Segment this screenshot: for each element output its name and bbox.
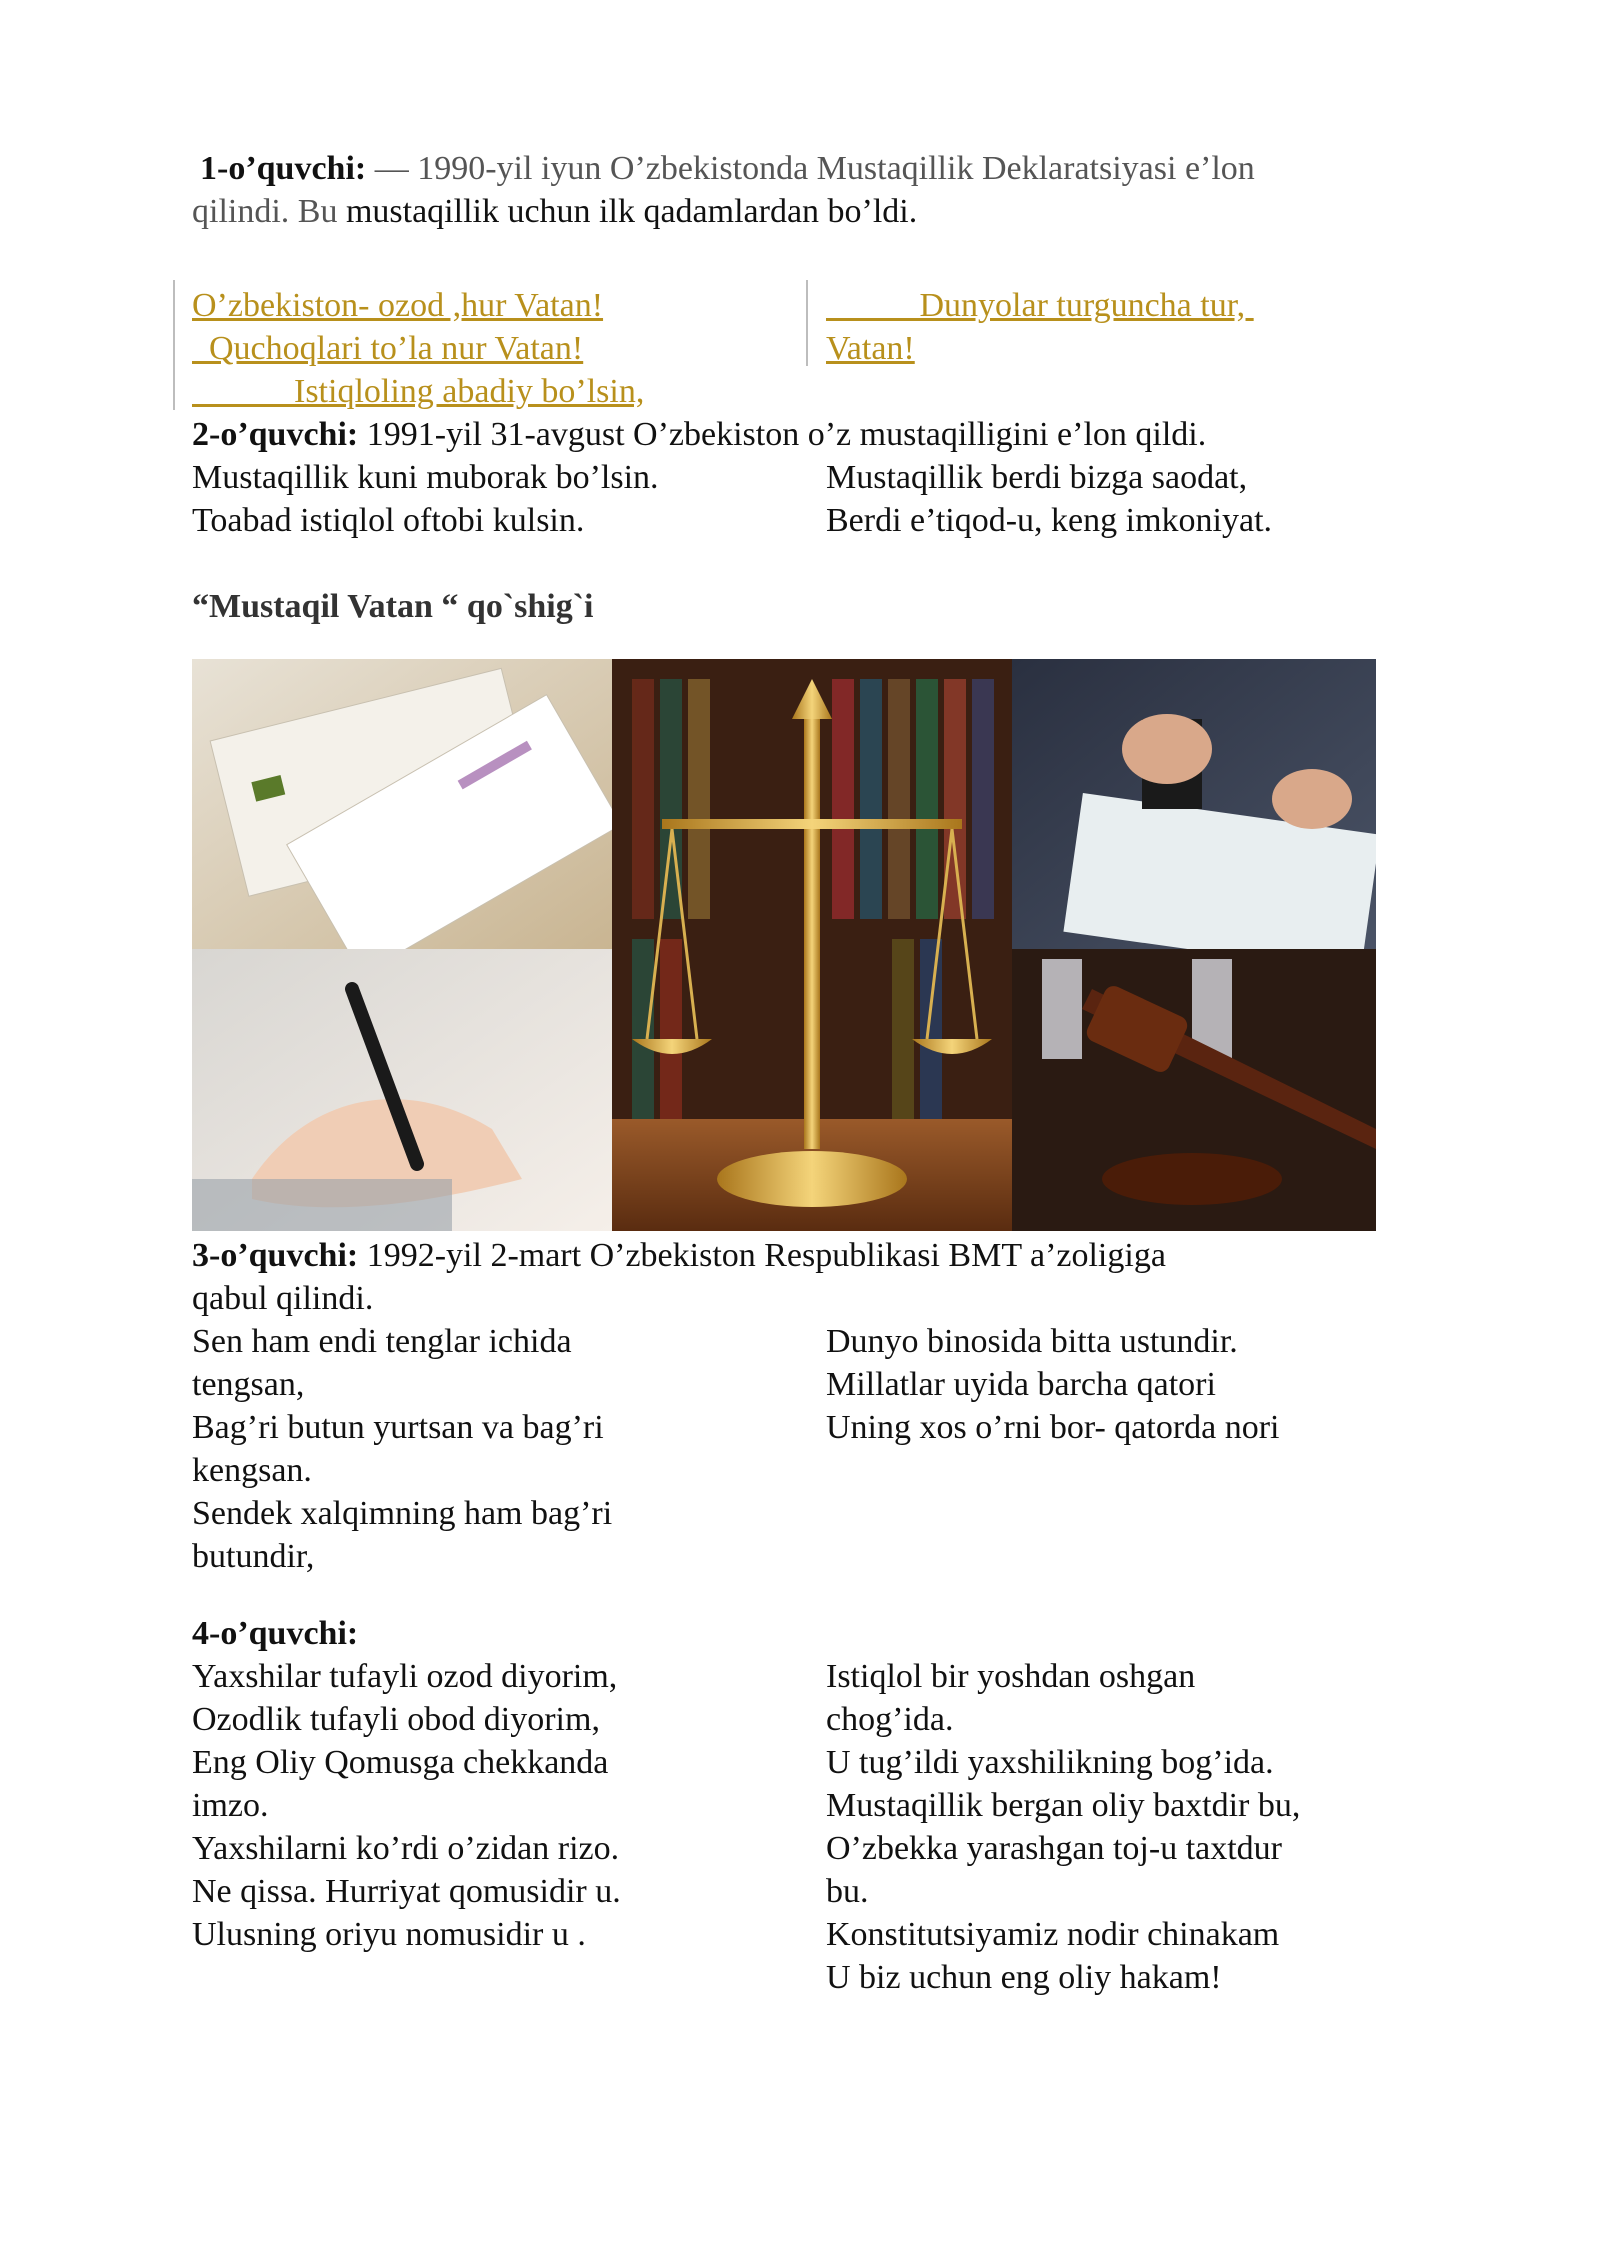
paragraph-1-text-2: mustaqillik uchun ilk qadamlardan bo’ldi. (345, 193, 918, 230)
verse-4-left-line-3: Eng Oliy Qomusga chekkanda (192, 1744, 609, 1781)
verse-4-left-line-5: Yaxshilarni ko’rdi o’zidan rizo. (192, 1830, 620, 1867)
verse-3-right-line-3: Uning xos o’rni bor- qatorda nori (826, 1409, 1280, 1446)
verse-4-left-line-4: imzo. (192, 1787, 269, 1824)
verse-4-left-line-1: Yaxshilar tufayli ozod diyorim, (192, 1658, 618, 1695)
verse-3-left-line-2: tengsan, (192, 1366, 305, 1403)
paragraph-1-line-2 (192, 190, 917, 233)
verse-3-right-line-2: Millatlar uyida barcha qatori (826, 1366, 1216, 1403)
speaker-4: 4-o’quvchi: (192, 1615, 359, 1652)
song-heading: “Mustaqil Vatan “ qo`shig`i (192, 588, 594, 625)
verse-3-left-line-5: Sendek xalqimning ham bag’ri (192, 1495, 613, 1532)
paragraph-3-text: 1992-yil 2-mart O’zbekiston Respublikasi BMT a’zoligiga (358, 1237, 1166, 1274)
verse-1-left-line-3: Istiqloling abadiy bo’lsin, (192, 373, 645, 410)
verse-3-left-line-3: Bag’ri butun yurtsan va bag’ri (192, 1409, 604, 1446)
paragraph-3 (192, 1234, 1166, 1277)
verse-4-left-line-7: Ulusning oriyu nomusidir u . (192, 1916, 586, 1953)
verse-4-right-line-1: Istiqlol bir yoshdan oshgan (826, 1658, 1196, 1695)
speaker-3: 3-o’quvchi: (192, 1237, 359, 1274)
paragraph-1-text: — 1990-yil iyun O’zbekistonda Mustaqillik Deklaratsiyasi e’lon (366, 150, 1255, 187)
verse-3-right-line-1: Dunyo binosida bitta ustundir. (826, 1323, 1238, 1360)
verse-4-right-line-8: U biz uchun eng oliy hakam! (826, 1959, 1222, 1996)
verse-4-right-line-6: bu. (826, 1873, 869, 1910)
verse-4-left-line-6: Ne qissa. Hurriyat qomusidir u. (192, 1873, 621, 1910)
verse-1-left-line-1: O’zbekiston- ozod ,hur Vatan! (192, 287, 604, 324)
verse-3-left-line-4: kengsan. (192, 1452, 312, 1489)
speaker-1: 1-o’quvchi: (200, 150, 367, 187)
verse-2-right-line-1: Mustaqillik berdi bizga saodat, (826, 459, 1248, 496)
verse-column-divider (806, 280, 808, 366)
verse-left-border (173, 280, 175, 410)
paragraph-2 (192, 413, 1206, 456)
verse-4-right-line-3: U tug’ildi yaxshilikning bog’ida. (826, 1744, 1274, 1781)
verse-1-right-line-1: Dunyolar turguncha tur, (826, 287, 1254, 324)
paragraph-1-line-1 (200, 147, 1255, 190)
paragraph-3-text-2: qabul qilindi. (192, 1280, 374, 1317)
verse-3-left-line-1: Sen ham endi tenglar ichida (192, 1323, 572, 1360)
verse-1-left-line-2: Quchoqlari to’la nur Vatan! (192, 330, 584, 367)
verse-4-right-line-2: chog’ida. (826, 1701, 954, 1738)
verse-4-right-line-7: Konstitutsiyamiz nodir chinakam (826, 1916, 1280, 1953)
verse-4-left-line-2: Ozodlik tufayli obod diyorim, (192, 1701, 600, 1738)
verse-2-left-line-1: Mustaqillik kuni muborak bo’lsin. (192, 459, 659, 496)
law-collage-image (192, 659, 1376, 1231)
verse-2-right-line-2: Berdi e’tiqod-u, keng imkoniyat. (826, 502, 1273, 539)
verse-2-left-line-2: Toabad istiqlol oftobi kulsin. (192, 502, 585, 539)
verse-4-right-line-5: O’zbekka yarashgan toj-u taxtdur (826, 1830, 1282, 1867)
verse-4-right-line-4: Mustaqillik bergan oliy baxtdir bu, (826, 1787, 1301, 1824)
paragraph-1-gray-text: qilindi. Bu (192, 193, 346, 230)
speaker-2: 2-o’quvchi: (192, 416, 359, 453)
verse-1-right-line-2: Vatan! (826, 330, 915, 367)
paragraph-2-text: 1991-yil 31-avgust O’zbekiston o’z mustaqilligini e’lon qildi. (358, 416, 1207, 453)
verse-3-left-line-6: butundir, (192, 1538, 315, 1575)
